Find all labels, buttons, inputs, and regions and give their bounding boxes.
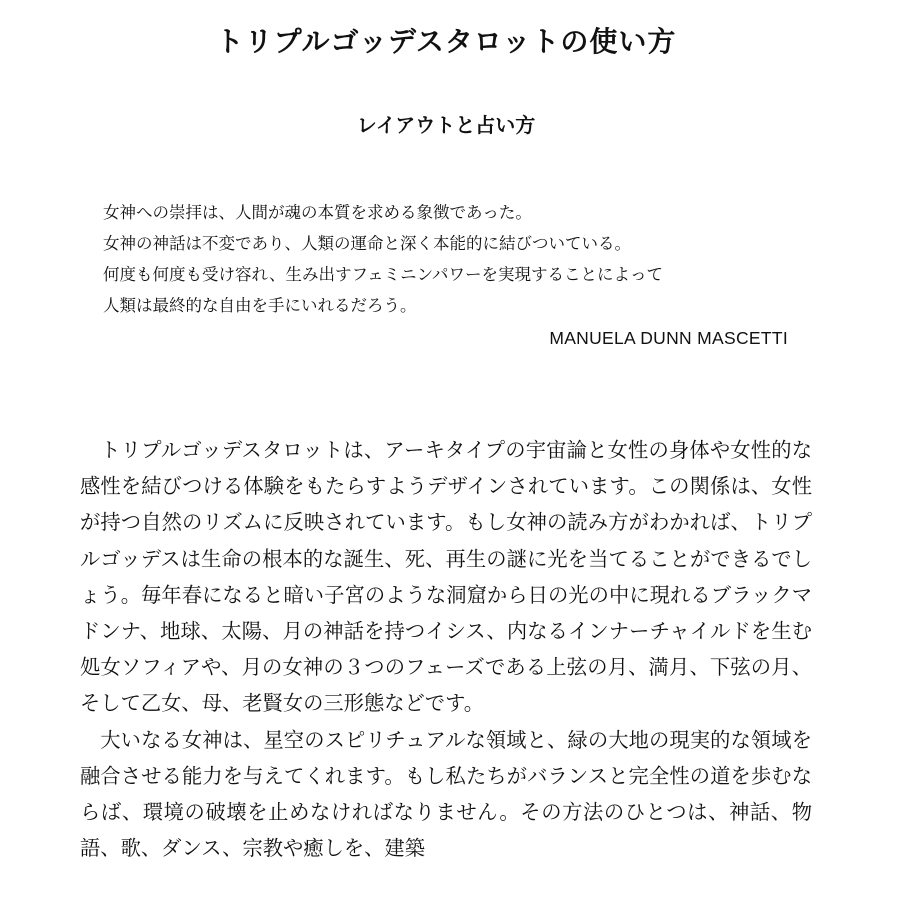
body-paragraph: トリプルゴッデスタロットは、アーキタイプの宇宙論と女性の身体や女性的な感性を結びつける体験をもたらすようデザインされています。この関係は、女性が持つ自然のリズムに反映されています。もし女神の読み方がわかれば、トリプルゴッデスは生命の根本的な誕生、死、再生の謎に光を当てることができるでしょう。毎年春になると暗い子宮のような洞窟から日の光の中に現れるブラックマドンナ、地球、太陽、月の神話を持つイシス、内なるインナーチャイルドを生む処女ソフィアや、月の女神の３つのフェーズである上弦の月、満月、下弦の月、そして乙女、母、老賢女の三形態などです。 [80,438,812,716]
quote-line: 人類は最終的な自由を手にいれるだろう。 [103,296,417,315]
epigraph-quote [103,197,803,321]
quote-attribution: MANUELA DUNN MASCETTI [549,328,788,348]
body-text [80,432,812,866]
section-subtitle: レイアウトと占い方 [356,113,536,137]
page-title: トリプルゴッデスタロットの使い方 [215,25,677,58]
body-paragraph: 大いなる女神は、星空のスピリチュアルな領域と、緑の大地の現実的な領域を融合させる能力を与えてくれます。もし私たちがバランスと完全性の道を歩むならば、環境の破壊を止めなければなりません。その方法のひとつは、神話、物語、歌、ダンス、宗教や癒しを、建築 [80,727,812,861]
quote-line: 女神への崇拝は、人間が魂の本質を求める象徴であった。 [103,203,532,222]
quote-line: 何度も何度も受け容れ、生み出すフェミニンパワーを実現することによって [103,265,664,284]
quote-line: 女神の神話は不変であり、人類の運命と深く本能的に結びついている。 [103,234,631,253]
